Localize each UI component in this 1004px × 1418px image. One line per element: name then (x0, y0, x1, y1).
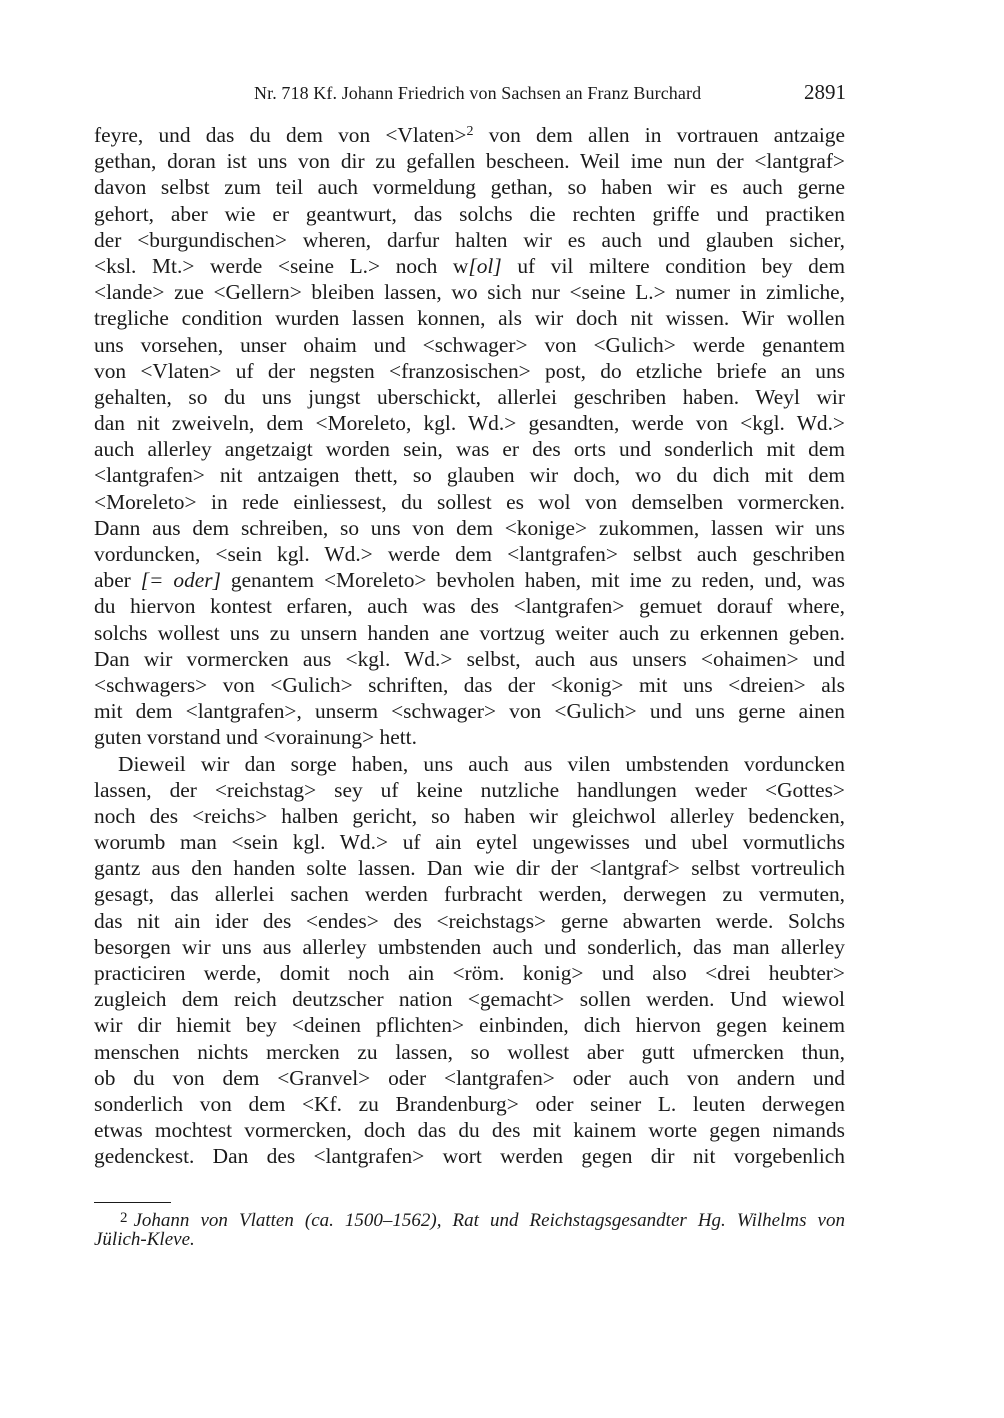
text-line: <lantgrafen> nit antzaigen thett, so glauben wir doch, wo du dich mit dem (94, 463, 845, 488)
text-line: <Moreleto> in rede einliessest, du sollest es wol von demselben vormercken. (94, 489, 845, 514)
text-line: dan nit zweiveln, dem <Moreleto, kgl. Wd.> gesandten, werde von <kgl. Wd.> (94, 411, 845, 436)
footnote-reference: 2 (466, 124, 474, 139)
text-line: <lande> zue <Gellern> bleiben lassen, wo sich nur <seine L.> numer in zimliche, (94, 280, 845, 305)
text-line: auch allerley angetzaigt worden sein, was er des orts und sonderlich mit dem (94, 437, 845, 462)
text-line: gehort, aber wie er geantwurt, das solchs die rechten griffe und practiken (94, 201, 845, 226)
footnote (94, 1207, 845, 1251)
editorial-insertion: [ol] (468, 253, 502, 278)
footnote-number: 2 (120, 1210, 128, 1226)
text-line: <schwagers> von <Gulich> schriften, das der <konig> mit uns <dreien> als (94, 672, 845, 697)
text-line: du hiervon kontest erfaren, auch was des <lantgrafen> gemuet dorauf where, (94, 594, 845, 619)
text-line (94, 253, 845, 279)
running-header (94, 80, 846, 108)
text-line: menschen nichts mercken zu lassen, so wollest aber gutt ufmercken thun, (94, 1039, 845, 1064)
footnote-line (94, 1207, 845, 1229)
text-segment: feyre, und das du dem von <Vlaten> (94, 123, 467, 147)
text-segment: aber (94, 568, 141, 593)
text-line: besorgen wir uns aus allerley umbstenden auch und sonderlich, das man allerley (94, 934, 845, 959)
text-line: gethan, doran ist uns von dir zu gefallen bescheen. Weil ime nun der <lantgraf> (94, 149, 845, 174)
text-line: der <burgundischen> wheren, darfur halten wir es auch und glauben sicher, (94, 227, 845, 252)
text-segment: uf vil miltere condition bey dem (501, 253, 846, 278)
text-line: gedenckest. Dan des <lantgrafen> wort werden gegen dir nit vorgebenlich (94, 1144, 845, 1169)
text-line: ob du von dem <Granvel> oder <lantgrafen> oder auch von andern und (94, 1065, 845, 1090)
text-line: wir dir hiemit bey <deinen pflichten> einbinden, dich hiervon gegen keinem (94, 1013, 845, 1038)
text-line: zugleich dem reich deutzscher nation <gemacht> sollen werden. Und wiewol (94, 987, 845, 1012)
running-title: Nr. 718 Kf. Johann Friedrich von Sachsen an Franz Burchard (254, 83, 702, 103)
text-line: gehalten, so du uns jungst uberschickt, allerlei geschriben haben. Weyl wir (94, 384, 845, 409)
footnote-text: Johann von Vlatten (ca. 1500–1562), Rat und Reichstagsgesandter Hg. Wilhelms von (133, 1210, 845, 1231)
main-text (94, 122, 845, 1170)
text-line: gesagt, das allerlei sachen werden furbracht werden, derwegen zu vermuten, (94, 882, 845, 907)
text-line: guten vorstand und <vorainung> hett. (94, 725, 417, 750)
text-line: uns vorsehen, unser ohaim und <schwager> von <Gulich> werde genantem (94, 332, 845, 357)
text-line: vorduncken, <sein kgl. Wd.> werde dem <lantgrafen> selbst auch geschriben (94, 542, 845, 566)
text-segment: von dem allen in vortrauen antzaige (473, 123, 845, 147)
text-line: von <Vlaten> uf der negsten <franzosischen> post, do etzliche briefe an uns (94, 358, 845, 383)
text-line (94, 122, 845, 148)
footnote-divider (94, 1202, 171, 1203)
text-segment: genantem <Moreleto> bevholen haben, mit ime zu reden, und, was (220, 568, 845, 593)
text-segment: <ksl. Mt.> werde <seine L.> noch w (94, 253, 469, 278)
text-line: mit dem <lantgrafen>, unserm <schwager> von <Gulich> und uns gerne ainen (94, 699, 845, 724)
text-line: practiciren werde, domit noch ain <röm. konig> und also <drei heubter> (94, 961, 845, 985)
page-number: 2891 (804, 80, 846, 104)
text-line: sonderlich von dem <Kf. zu Brandenburg> oder seiner L. leuten derwegen (94, 1091, 845, 1116)
text-line: gantz aus den handen solte lassen. Dan wie dir der <lantgraf> selbst vortreulich (94, 856, 845, 881)
text-line: Dieweil wir dan sorge haben, uns auch aus vilen umbstenden vorduncken (118, 751, 845, 776)
text-line: Dan wir vormercken aus <kgl. Wd.> selbst, auch aus unsers <ohaimen> und (94, 646, 845, 671)
footnote-text: Jülich-Kleve. (94, 1229, 195, 1250)
text-line: das nit ain ider des <endes> des <reichstags> gerne abwarten werde. Solchs (94, 908, 845, 933)
footnote-line (94, 1229, 845, 1251)
text-line: tregliche condition wurden lassen konnen, als wir doch nit wissen. Wir wollen (94, 306, 845, 331)
text-line: lassen, der <reichstag> sey uf keine nutzliche handlungen weder <Gottes> (94, 777, 845, 802)
text-line: solchs wollest uns zu unsern handen ane vortzug weiter auch zu erkennen geben. (94, 620, 845, 645)
text-line (94, 567, 845, 593)
text-line: davon selbst zum teil auch vormeldung gethan, so haben wir es auch gerne (94, 175, 845, 200)
text-line: Dann aus dem schreiben, so uns von dem <konige> zukommen, lassen wir uns (94, 515, 845, 540)
text-line: etwas mochtest vormercken, doch das du des mit kainem worte gegen nimands (94, 1118, 845, 1143)
text-line: worumb man <sein kgl. Wd.> uf ain eytel ungewisses und ubel vormutlichs (94, 830, 845, 855)
editorial-insertion: [= oder] (140, 568, 221, 593)
text-line: noch des <reichs> halben gericht, so haben wir gleichwol allerley bedencken, (94, 803, 845, 828)
